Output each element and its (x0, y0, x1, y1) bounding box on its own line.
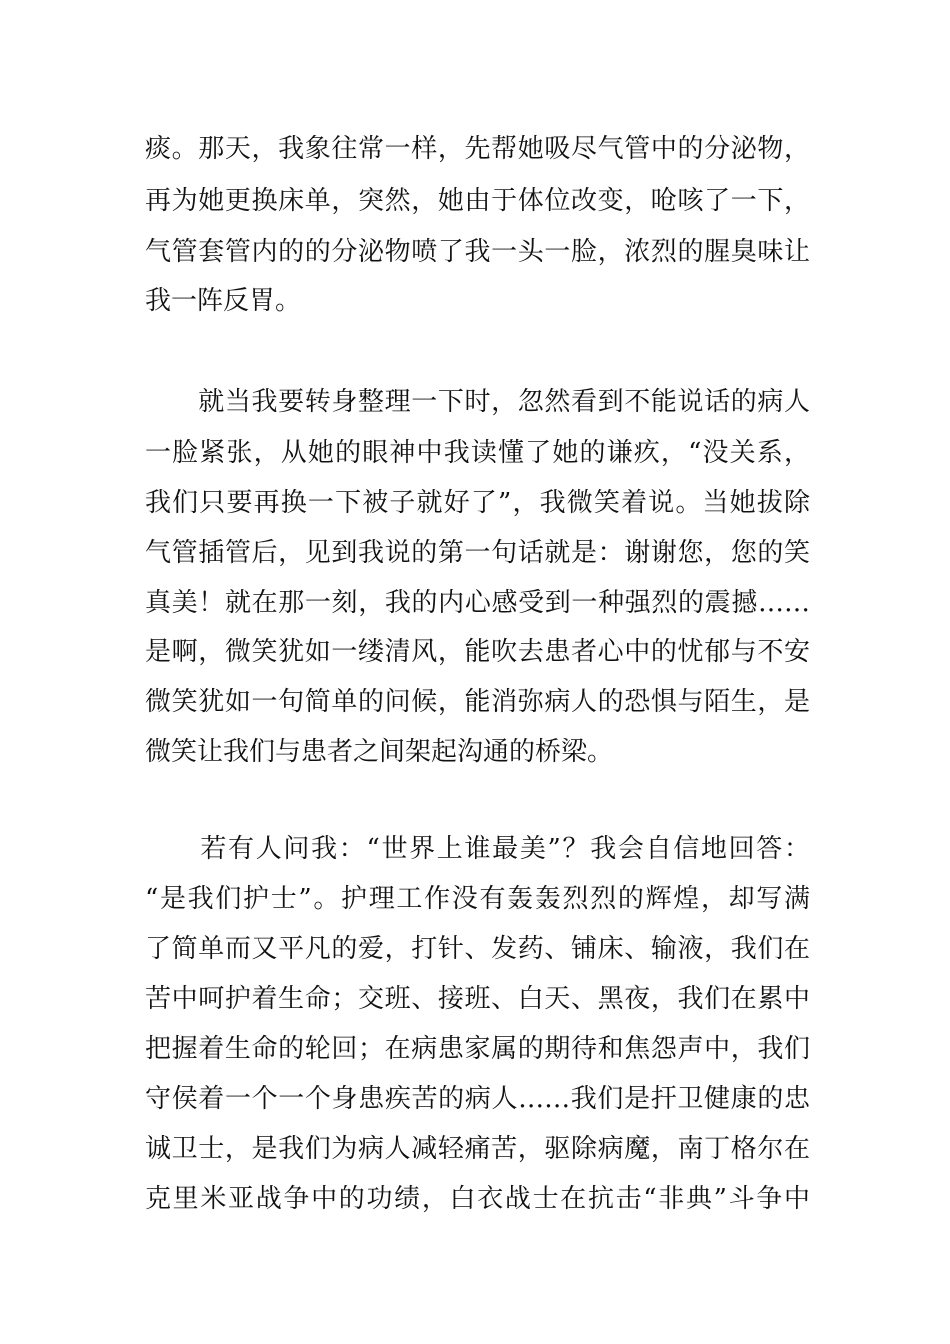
text-line: 就当我要转身整理一下时，忽然看到不能说话的病人 (145, 387, 810, 417)
text-line: 我们只要再换一下被子就好了”，我微笑着说。当她拔除 (145, 488, 810, 518)
text-line: 把握着生命的轮回；在病患家属的期待和焦怨声中，我们 (145, 1034, 810, 1064)
text-line: 气管套管内的的分泌物喷了我一头一脸，浓烈的腥臭味让 (145, 237, 810, 267)
text-line: 微笑让我们与患者之间架起沟通的桥梁。 (145, 737, 614, 767)
text-line: 再为她更换床单，突然，她由于体位改变，呛咳了一下， (145, 186, 810, 216)
text-line: 了简单而又平凡的爱，打针、发药、铺床、输液，我们在 (145, 934, 810, 964)
text-line: 若有人问我：“世界上谁最美”？我会自信地回答： (145, 834, 810, 864)
text-line: 气管插管后，见到我说的第一句话就是：谢谢您，您的笑 (145, 538, 810, 568)
text-line: 一脸紧张，从她的眼神中我读懂了她的谦疚，“没关系， (145, 438, 810, 468)
text-line: 诚卫士，是我们为病人减轻痛苦，驱除病魔，南丁格尔在 (145, 1134, 810, 1164)
text-line: 真美！就在那一刻，我的内心感受到一种强烈的震撼…… (145, 588, 810, 618)
text-line: 微笑犹如一句简单的问候，能消弥病人的恐惧与陌生，是 (145, 687, 810, 717)
text-line: 守侯着一个一个身患疾苦的病人……我们是扞卫健康的忠 (145, 1084, 810, 1114)
text-line: 我一阵反胃。 (145, 286, 302, 316)
text-line: 痰。那天，我象往常一样，先帮她吸尽气管中的分泌物， (145, 134, 810, 164)
text-line: 克里米亚战争中的功绩，白衣战士在抗击“非典”斗争中 (145, 1184, 810, 1214)
text-line: “是我们护士”。护理工作没有轰轰烈烈的辉煌，却写满 (145, 884, 810, 914)
text-line: 苦中呵护着生命；交班、接班、白天、黑夜，我们在累中 (145, 984, 810, 1014)
text-line: 是啊，微笑犹如一缕清风，能吹去患者心中的忧郁与不安 (145, 637, 810, 667)
